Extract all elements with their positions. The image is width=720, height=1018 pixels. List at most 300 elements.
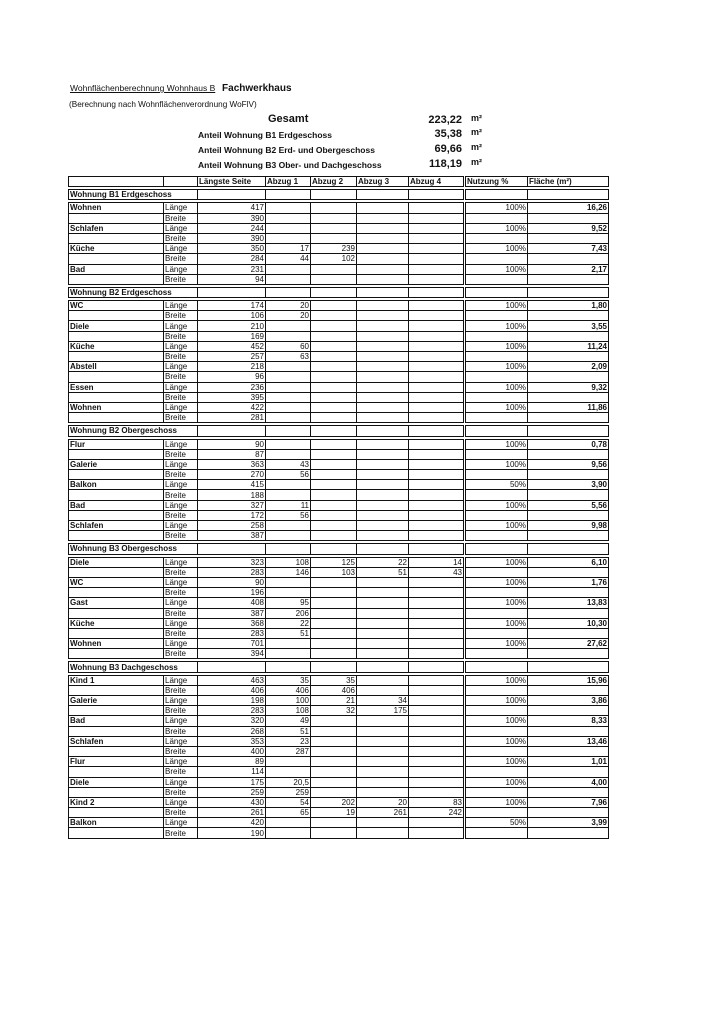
table-row — [69, 301, 609, 311]
measurement-cell — [311, 233, 357, 243]
room-name: Bad — [69, 500, 164, 510]
measurement-cell: 270 — [198, 470, 266, 480]
measurement-cell: 102 — [311, 254, 357, 264]
dimension-label: Länge — [164, 736, 198, 746]
measurement-cell: 390 — [198, 233, 266, 243]
measurement-cell — [409, 767, 465, 777]
measurement-cell — [409, 372, 465, 382]
table-row — [69, 311, 609, 321]
area-value: 15,96 — [528, 675, 609, 685]
measurement-cell — [311, 736, 357, 746]
usage-percent — [465, 746, 528, 756]
measurement-cell: 420 — [198, 818, 266, 828]
measurement-cell — [409, 470, 465, 480]
measurement-cell — [266, 531, 311, 541]
measurement-cell — [409, 362, 465, 372]
area-value: 3,90 — [528, 480, 609, 490]
area-value — [528, 767, 609, 777]
area-value: 9,98 — [528, 521, 609, 531]
summary-row-value: 69,66 — [434, 143, 462, 155]
measurement-cell — [357, 341, 409, 351]
dimension-label: Länge — [164, 321, 198, 331]
usage-percent — [465, 685, 528, 695]
usage-percent: 100% — [465, 382, 528, 392]
measurement-cell: 198 — [198, 696, 266, 706]
section-title: Wohnung B3 Obergeschoss — [69, 544, 198, 554]
measurement-cell: 87 — [198, 449, 266, 459]
table-row — [69, 608, 609, 618]
measurement-cell: 125 — [311, 557, 357, 567]
table-row — [69, 362, 609, 372]
column-header: Abzug 2 — [311, 177, 357, 187]
area-value: 11,24 — [528, 341, 609, 351]
usage-percent: 100% — [465, 402, 528, 412]
measurement-cell: 90 — [198, 577, 266, 587]
table-row — [69, 531, 609, 541]
usage-percent — [465, 352, 528, 362]
area-value — [528, 352, 609, 362]
measurement-cell — [357, 321, 409, 331]
measurement-cell: 60 — [266, 341, 311, 351]
usage-percent: 100% — [465, 223, 528, 233]
measurement-cell — [311, 392, 357, 402]
measurement-cell — [357, 818, 409, 828]
room-name: Küche — [69, 618, 164, 628]
table-row — [69, 459, 609, 469]
usage-percent — [465, 233, 528, 243]
table-row — [69, 777, 609, 787]
table-row — [69, 331, 609, 341]
area-value — [528, 510, 609, 520]
measurement-cell: 257 — [198, 352, 266, 362]
measurement-cell: 146 — [266, 567, 311, 577]
measurement-cell: 89 — [198, 757, 266, 767]
usage-percent — [465, 510, 528, 520]
measurement-cell — [357, 382, 409, 392]
measurement-cell: 32 — [311, 706, 357, 716]
dimension-label: Länge — [164, 618, 198, 628]
measurement-cell — [357, 480, 409, 490]
table-row — [69, 685, 609, 695]
measurement-cell: 106 — [198, 311, 266, 321]
measurement-cell — [357, 490, 409, 500]
measurement-cell: 244 — [198, 223, 266, 233]
room-name: Diele — [69, 321, 164, 331]
measurement-cell — [266, 639, 311, 649]
measurement-cell — [409, 828, 465, 838]
table-row — [69, 413, 609, 423]
measurement-cell: 188 — [198, 490, 266, 500]
measurement-cell — [266, 439, 311, 449]
measurement-cell — [357, 675, 409, 685]
dimension-label: Länge — [164, 402, 198, 412]
area-value: 10,30 — [528, 618, 609, 628]
usage-percent — [465, 787, 528, 797]
dimension-label: Breite — [164, 531, 198, 541]
measurement-cell — [311, 382, 357, 392]
measurement-cell — [409, 777, 465, 787]
measurement-cell: 51 — [266, 628, 311, 638]
table-row — [69, 490, 609, 500]
measurement-cell — [357, 649, 409, 659]
document-subtitle: (Berechnung nach Wohnflächenverordnung WoFlV) — [69, 100, 257, 109]
measurement-cell — [311, 716, 357, 726]
measurement-cell — [357, 372, 409, 382]
measurement-cell — [266, 480, 311, 490]
area-value: 13,83 — [528, 598, 609, 608]
title-underlined: Wohnflächenberechnung Wohnhaus B — [70, 83, 216, 93]
measurement-cell — [409, 696, 465, 706]
usage-percent — [465, 470, 528, 480]
measurement-cell — [409, 254, 465, 264]
empty-cell — [69, 510, 164, 520]
measurement-cell — [266, 213, 311, 223]
measurement-cell — [357, 628, 409, 638]
summary-row-unit: m² — [471, 127, 482, 137]
dimension-label: Breite — [164, 608, 198, 618]
table-row — [69, 254, 609, 264]
measurement-cell — [409, 639, 465, 649]
measurement-cell: 415 — [198, 480, 266, 490]
title-bold: Fachwerkhaus — [222, 83, 292, 94]
measurement-cell: 175 — [198, 777, 266, 787]
empty-cell — [69, 213, 164, 223]
measurement-cell — [311, 649, 357, 659]
measurement-cell: 327 — [198, 500, 266, 510]
area-value: 16,26 — [528, 203, 609, 213]
usage-percent — [465, 254, 528, 264]
empty-cell — [69, 828, 164, 838]
measurement-cell — [311, 372, 357, 382]
area-value — [528, 392, 609, 402]
usage-percent: 50% — [465, 818, 528, 828]
measurement-cell — [409, 203, 465, 213]
column-header — [69, 177, 164, 187]
table-row — [69, 439, 609, 449]
dimension-label: Länge — [164, 439, 198, 449]
measurement-cell — [409, 301, 465, 311]
empty-cell — [528, 426, 609, 436]
dimension-label: Breite — [164, 649, 198, 659]
section-title: Wohnung B1 Erdgeschoss — [69, 190, 198, 200]
area-value: 0,78 — [528, 439, 609, 449]
measurement-cell: 65 — [266, 808, 311, 818]
usage-percent: 100% — [465, 757, 528, 767]
dimension-label: Länge — [164, 459, 198, 469]
summary-row-value: 35,38 — [434, 128, 462, 140]
room-name: Essen — [69, 382, 164, 392]
measurement-cell — [266, 588, 311, 598]
usage-percent: 100% — [465, 500, 528, 510]
measurement-cell — [357, 392, 409, 402]
empty-cell — [69, 254, 164, 264]
usage-percent — [465, 372, 528, 382]
measurement-cell — [409, 577, 465, 587]
area-value: 9,32 — [528, 382, 609, 392]
table-row — [69, 808, 609, 818]
usage-percent — [465, 311, 528, 321]
measurement-cell — [357, 531, 409, 541]
measurement-cell — [311, 787, 357, 797]
measurement-cell — [409, 588, 465, 598]
usage-percent — [465, 828, 528, 838]
measurement-cell — [357, 362, 409, 372]
area-value: 5,56 — [528, 500, 609, 510]
room-name: Balkon — [69, 480, 164, 490]
dimension-label: Länge — [164, 639, 198, 649]
empty-cell — [311, 426, 357, 436]
measurement-cell — [357, 254, 409, 264]
summary-gesamt-value: 223,22 — [428, 114, 462, 126]
usage-percent: 100% — [465, 736, 528, 746]
table-row — [69, 321, 609, 331]
usage-percent — [465, 726, 528, 736]
usage-percent: 50% — [465, 480, 528, 490]
measurement-cell — [357, 459, 409, 469]
area-value: 6,10 — [528, 557, 609, 567]
measurement-cell — [311, 746, 357, 756]
table-row — [69, 500, 609, 510]
empty-cell — [198, 544, 266, 554]
room-name: Schlafen — [69, 521, 164, 531]
measurement-cell — [311, 608, 357, 618]
measurement-cell: 283 — [198, 706, 266, 716]
measurement-cell — [311, 818, 357, 828]
measurement-cell — [409, 213, 465, 223]
measurement-cell — [409, 490, 465, 500]
room-name: Diele — [69, 557, 164, 567]
measurement-cell: 430 — [198, 797, 266, 807]
room-name: Kind 1 — [69, 675, 164, 685]
empty-cell — [528, 544, 609, 554]
measurement-cell — [311, 767, 357, 777]
measurement-cell: 202 — [311, 797, 357, 807]
column-header: Abzug 1 — [266, 177, 311, 187]
usage-percent — [465, 490, 528, 500]
measurement-cell — [311, 618, 357, 628]
measurement-cell — [357, 352, 409, 362]
table-row — [69, 618, 609, 628]
section-title: Wohnung B2 Obergeschoss — [69, 426, 198, 436]
measurement-cell — [409, 685, 465, 695]
measurement-cell — [311, 628, 357, 638]
room-name: WC — [69, 577, 164, 587]
measurement-cell: 108 — [266, 557, 311, 567]
dimension-label: Breite — [164, 706, 198, 716]
empty-cell — [409, 426, 465, 436]
empty-cell — [465, 190, 528, 200]
room-name: Wohnen — [69, 402, 164, 412]
measurement-cell — [409, 618, 465, 628]
measurement-cell: 406 — [311, 685, 357, 695]
empty-cell — [69, 331, 164, 341]
area-value — [528, 608, 609, 618]
empty-cell — [198, 662, 266, 672]
table-row — [69, 818, 609, 828]
measurement-cell: 44 — [266, 254, 311, 264]
dimension-label: Länge — [164, 244, 198, 254]
room-name: Wohnen — [69, 203, 164, 213]
measurement-cell: 96 — [198, 372, 266, 382]
summary-row-unit: m² — [471, 157, 482, 167]
measurement-cell: 408 — [198, 598, 266, 608]
measurement-cell — [311, 274, 357, 284]
measurement-cell — [311, 264, 357, 274]
room-name: Bad — [69, 716, 164, 726]
measurement-cell — [311, 828, 357, 838]
measurement-cell — [311, 598, 357, 608]
usage-percent — [465, 274, 528, 284]
empty-cell — [266, 544, 311, 554]
empty-cell — [266, 287, 311, 297]
measurement-cell — [357, 777, 409, 787]
room-name: Küche — [69, 341, 164, 351]
measurement-cell: 287 — [266, 746, 311, 756]
area-value — [528, 490, 609, 500]
measurement-cell: 390 — [198, 213, 266, 223]
dimension-label: Breite — [164, 254, 198, 264]
section-header-row — [69, 662, 609, 672]
dimension-label: Breite — [164, 787, 198, 797]
table-row — [69, 274, 609, 284]
measurement-cell — [311, 449, 357, 459]
measurement-cell — [357, 608, 409, 618]
area-value: 1,01 — [528, 757, 609, 767]
measurement-cell: 56 — [266, 470, 311, 480]
room-name: Galerie — [69, 696, 164, 706]
measurement-cell: 51 — [357, 567, 409, 577]
area-value — [528, 567, 609, 577]
measurement-cell — [266, 382, 311, 392]
empty-cell — [69, 588, 164, 598]
area-value — [528, 254, 609, 264]
measurement-cell — [409, 726, 465, 736]
empty-cell — [69, 567, 164, 577]
measurement-cell: 49 — [266, 716, 311, 726]
measurement-cell — [409, 480, 465, 490]
measurement-cell — [266, 392, 311, 402]
measurement-cell: 283 — [198, 567, 266, 577]
dimension-label: Breite — [164, 352, 198, 362]
usage-percent: 100% — [465, 301, 528, 311]
room-name: Bad — [69, 264, 164, 274]
measurement-cell — [409, 649, 465, 659]
area-value: 2,09 — [528, 362, 609, 372]
measurement-cell: 387 — [198, 531, 266, 541]
usage-percent — [465, 706, 528, 716]
column-header: Abzug 4 — [409, 177, 465, 187]
measurement-cell: 114 — [198, 767, 266, 777]
usage-percent — [465, 808, 528, 818]
area-value — [528, 213, 609, 223]
empty-cell — [69, 808, 164, 818]
measurement-cell: 35 — [266, 675, 311, 685]
area-value: 9,56 — [528, 459, 609, 469]
table-row — [69, 244, 609, 254]
usage-percent: 100% — [465, 577, 528, 587]
measurement-cell — [409, 311, 465, 321]
dimension-label: Breite — [164, 274, 198, 284]
measurement-cell — [311, 213, 357, 223]
measurement-cell: 259 — [198, 787, 266, 797]
room-name: Schlafen — [69, 223, 164, 233]
area-value — [528, 413, 609, 423]
measurement-cell: 452 — [198, 341, 266, 351]
area-value — [528, 470, 609, 480]
measurement-cell: 701 — [198, 639, 266, 649]
table-row — [69, 223, 609, 233]
usage-percent: 100% — [465, 675, 528, 685]
usage-percent: 100% — [465, 244, 528, 254]
table-row — [69, 392, 609, 402]
usage-percent: 100% — [465, 557, 528, 567]
dimension-label: Breite — [164, 372, 198, 382]
measurement-cell — [311, 341, 357, 351]
measurement-cell — [357, 449, 409, 459]
table-row — [69, 639, 609, 649]
empty-cell — [69, 470, 164, 480]
dimension-label: Breite — [164, 726, 198, 736]
measurement-cell: 175 — [357, 706, 409, 716]
usage-percent: 100% — [465, 321, 528, 331]
measurement-cell — [266, 372, 311, 382]
section-header-row — [69, 426, 609, 436]
area-value: 3,99 — [528, 818, 609, 828]
measurement-cell: 320 — [198, 716, 266, 726]
measurement-cell: 210 — [198, 321, 266, 331]
usage-percent — [465, 588, 528, 598]
measurement-cell — [311, 510, 357, 520]
table-row — [69, 449, 609, 459]
empty-cell — [69, 392, 164, 402]
measurement-cell — [357, 588, 409, 598]
measurement-cell: 21 — [311, 696, 357, 706]
column-header: Abzug 3 — [357, 177, 409, 187]
measurement-cell — [409, 706, 465, 716]
measurement-cell — [409, 264, 465, 274]
measurement-cell: 417 — [198, 203, 266, 213]
measurement-cell: 353 — [198, 736, 266, 746]
measurement-cell — [357, 757, 409, 767]
measurement-cell — [409, 449, 465, 459]
measurement-cell: 406 — [266, 685, 311, 695]
measurement-cell — [409, 392, 465, 402]
dimension-label: Länge — [164, 521, 198, 531]
usage-percent — [465, 331, 528, 341]
dimension-label: Länge — [164, 598, 198, 608]
usage-percent: 100% — [465, 618, 528, 628]
area-value: 3,86 — [528, 696, 609, 706]
measurement-cell — [409, 402, 465, 412]
dimension-label: Länge — [164, 577, 198, 587]
measurement-cell: 11 — [266, 500, 311, 510]
empty-cell — [409, 287, 465, 297]
measurement-cell: 22 — [266, 618, 311, 628]
measurement-cell: 394 — [198, 649, 266, 659]
table-row — [69, 598, 609, 608]
dimension-label: Breite — [164, 767, 198, 777]
dimension-label: Länge — [164, 203, 198, 213]
table-row — [69, 352, 609, 362]
measurement-cell — [409, 500, 465, 510]
table-row — [69, 649, 609, 659]
measurement-cell — [311, 331, 357, 341]
table-row — [69, 470, 609, 480]
usage-percent — [465, 449, 528, 459]
area-value — [528, 588, 609, 598]
measurement-cell — [357, 736, 409, 746]
room-name: Gast — [69, 598, 164, 608]
